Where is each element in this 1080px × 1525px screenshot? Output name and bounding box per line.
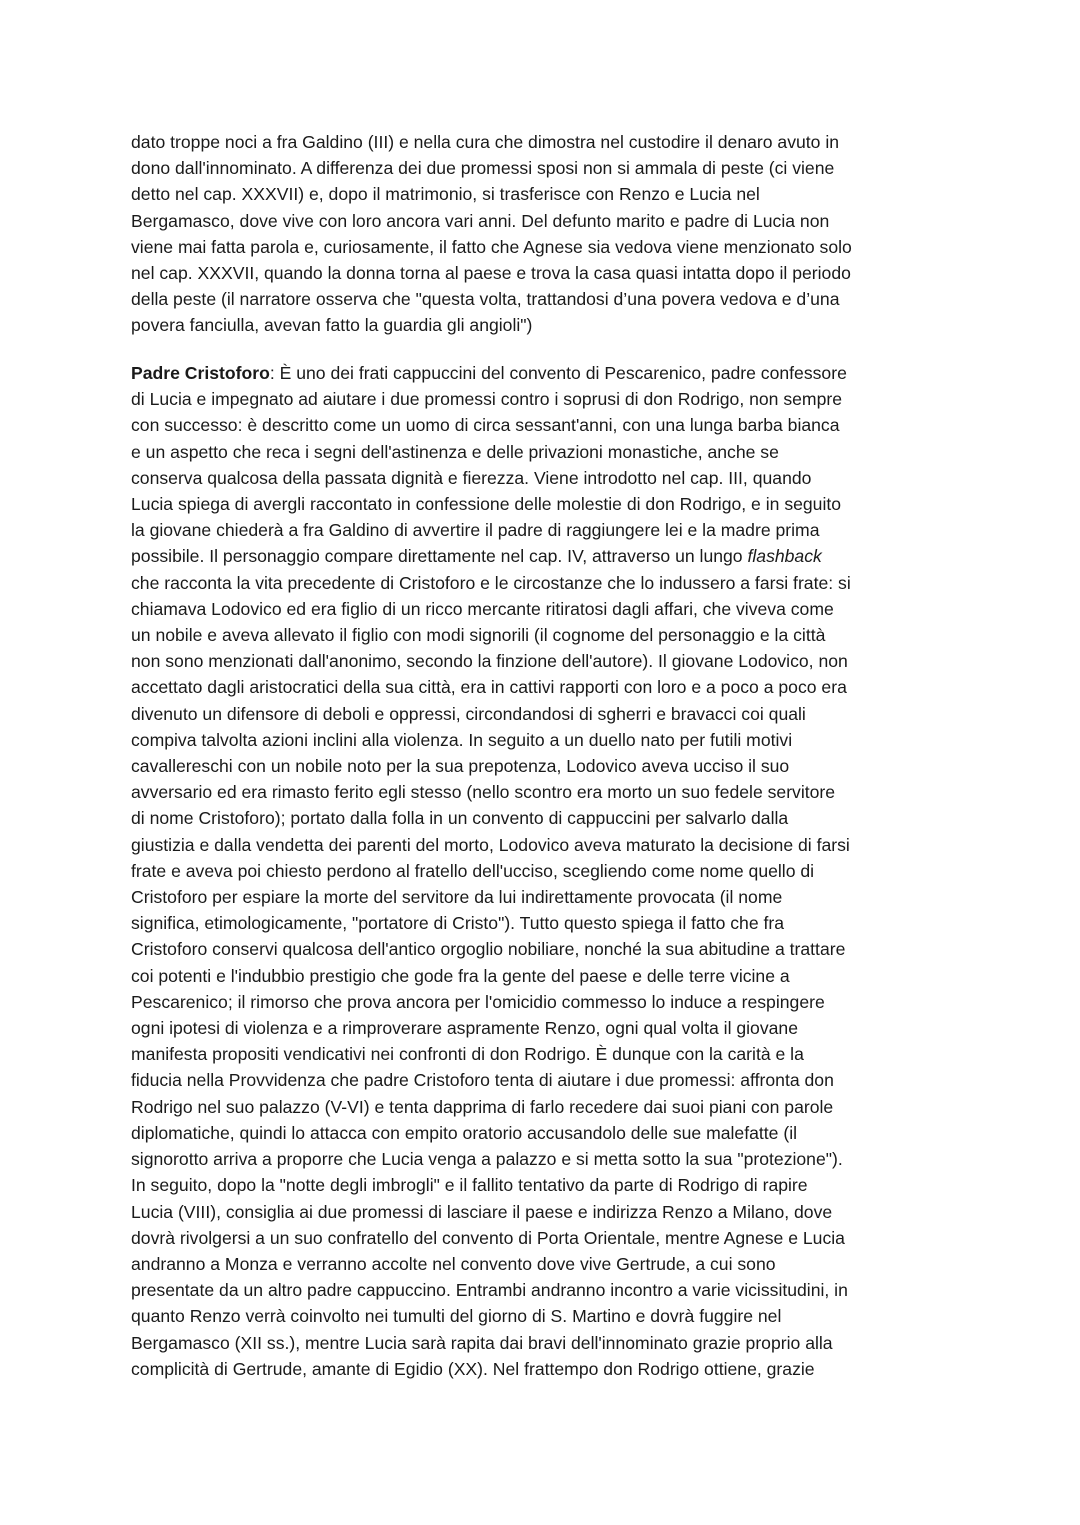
text-line: diplomatiche, quindi lo attacca con empito oratorio accusandolo delle sue malefatte (il [131,1122,798,1143]
text-line: giustizia e dalla vendetta dei parenti del morto, Lodovico aveva maturato la decisione di farsi [131,834,850,855]
text-line: divenuto un difensore di deboli e oppressi, circondandosi di sgherri e bravacci coi quali [131,703,806,724]
text-line: coi potenti e l'indubbio prestigio che gode fra la gente del paese e delle terre vicine a [131,965,790,986]
text-line: dato troppe noci a fra Galdino (III) e nella cura che dimostra nel custodire il denaro avuto in [131,132,840,152]
text-line: Rodrigo nel suo palazzo (V-VI) e tenta dapprima di farlo recedere dai suoi piani con parole [131,1096,834,1117]
text-line: Lucia (VIII), consiglia ai due promessi di lasciare il paese e indirizza Renzo a Milano, dove [131,1201,833,1222]
text-line: povera fanciulla, avevan fatto la guardia gli angioli") [131,315,533,336]
text-line: Cristoforo conservi qualcosa dell'antico orgoglio nobiliare, nonché la sua abitudine a trattare [131,939,846,960]
text-line: fiducia nella Provvidenza che padre Cristoforo tenta di aiutare i due promessi: affronta don [131,1070,834,1091]
text-line: andranno a Monza e verranno accolte nel convento dove vive Gertrude, a cui sono [131,1253,776,1274]
text-line: avversario ed era rimasto ferito egli stesso (nello scontro era morto un suo fedele servitore [131,782,836,803]
text-line: Bergamasco (XII ss.), mentre Lucia sarà rapita dai bravi dell'innominato grazie proprio alla [131,1332,833,1353]
text-line: In seguito, dopo la "notte degli imbrogli" e il fallito tentativo da parte di Rodrigo di rapire [131,1175,808,1196]
italic-term: flashback [747,546,822,567]
text-line: presentate da un altro padre cappuccino. Entrambi andranno incontro a varie vicissitudini, in [131,1280,848,1301]
text-line: quanto Renzo verrà coinvolto nei tumulti del giorno di S. Martino e dovrà fuggire nel [131,1306,782,1327]
text-line: con successo: è descritto come un uomo di circa sessant'anni, con una lunga barba bianca [131,415,840,436]
text-line: e un aspetto che reca i segni dell'astinenza e delle privazioni monastiche, anche se [131,441,779,462]
text-line: che racconta la vita precedente di Cristoforo e le circostanze che lo indussero a farsi frate: si [131,572,851,593]
text-line: Bergamasco, dove vive con loro ancora vari anni. Del defunto marito e padre di Lucia non [131,210,830,231]
text-line: nel cap. XXXVII, quando la donna torna al paese e trova la casa quasi intatta dopo il periodo [131,263,851,284]
text-line: della peste (il narratore osserva che "questa volta, trattandosi d’una povera vedova e d’una [131,289,840,310]
flashback-line-text: possibile. Il personaggio compare direttamente nel cap. IV, attraverso un lungo [131,546,748,567]
heading-continuation: : È uno dei frati cappuccini del convento di Pescarenico, padre confessore [269,363,847,383]
text-line: cavallereschi con un nobile noto per la sua prepotenza, Lodovico aveva ucciso il suo [131,756,790,777]
text-line: Pescarenico; il rimorso che prova ancora per l'omicidio commesso lo induce a respingere [131,991,825,1012]
text-line: ogni ipotesi di violenza e a rimproverare aspramente Renzo, ogni qual volta il giovane [131,1018,798,1039]
text-line: di nome Cristoforo); portato dalla folla in un convento di cappuccini per salvarlo dalla [131,808,789,829]
text-line: viene mai fatta parola e, curiosamente, il fatto che Agnese sia vedova viene menzionato solo [131,236,852,257]
text-line [131,543,951,569]
text-line: dovrà rivolgersi a un suo confratello del convento di Porta Orientale, mentre Agnese e Lucia [131,1227,845,1248]
text-line: manifesta propositi vendicativi nei confronti di don Rodrigo. È dunque con la carità e la [131,1044,804,1065]
text-line: dono dall'innominato. A differenza dei due promessi sposi non si ammala di peste (ci viene [131,158,835,179]
text-line: complicità di Gertrude, amante di Egidio (XX). Nel frattempo don Rodrigo ottiene, grazie [131,1358,815,1379]
character-heading: Padre Cristoforo [131,363,270,383]
text-line: detto nel cap. XXXVII) e, dopo il matrimonio, si trasferisce con Renzo e Lucia nel [131,184,760,205]
text-line: di Lucia e impegnato ad aiutare i due promessi contro i soprusi di don Rodrigo, non sempre [131,389,843,410]
text-line: Lucia spiega di avergli raccontato in confessione delle molestie di don Rodrigo, e in seguito [131,494,842,515]
text-line: chiamava Lodovico ed era figlio di un ricco mercante ritiratosi dagli affari, che viveva come [131,598,834,619]
paragraph-agnese-continued [131,129,951,339]
text-line [131,360,951,386]
paragraph-padre-cristoforo [131,360,951,1382]
text-line: la giovane chiederà a fra Galdino di avvertire il padre di raggiungere lei e la madre prima [131,520,820,541]
text-line: conserva qualcosa della passata dignità e fierezza. Viene introdotto nel cap. III, quando [131,467,812,488]
text-line: non sono menzionati dall'anonimo, secondo la finzione dell'autore). Il giovane Lodovico, non [131,651,848,672]
text-line: un nobile e aveva allevato il figlio con modi signorili (il cognome del personaggio e la città [131,625,826,646]
text-line: significa, etimologicamente, "portatore di Cristo"). Tutto questo spiega il fatto che fra [131,913,785,934]
text-line: compiva talvolta azioni inclini alla violenza. In seguito a un duello nato per futili motivi [131,729,793,750]
text-line: signorotto arriva a proporre che Lucia venga a palazzo e si metta sotto la sua "protezione"). [131,1149,843,1170]
text-line: accettato dagli aristocratici della sua città, era in cattivi rapporti con loro e a poco a poco era [131,677,847,698]
text-line: frate e aveva poi chiesto perdono al fratello dell'ucciso, scegliendo come nome quello di [131,860,815,881]
text-line: Cristoforo per espiare la morte del servitore da lui indirettamente provocata (il nome [131,887,783,908]
